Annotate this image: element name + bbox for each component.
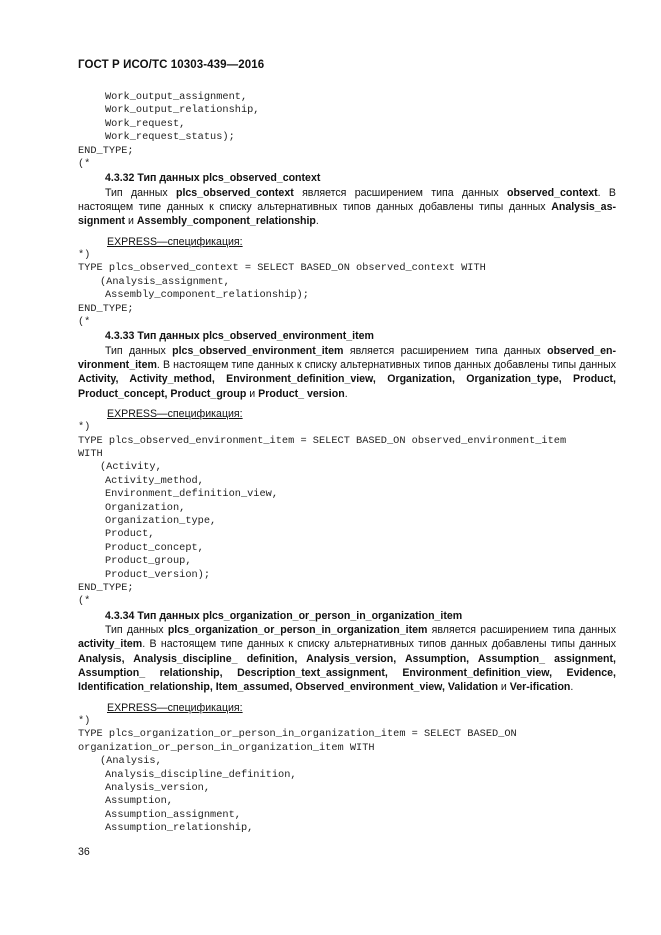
- para-text: . В настоящем типе данных к списку альтернативных типов данных добавлены типы данных: [78, 186, 616, 214]
- code-line: Work_output_assignment,: [105, 91, 248, 103]
- para-text: .: [570, 681, 574, 694]
- document-header: ГОСТ Р ИСО/ТС 10303-439—2016: [78, 59, 265, 71]
- code-type-line: WITH: [78, 447, 103, 460]
- para-text: .: [344, 387, 348, 400]
- code-line: Organization,: [105, 501, 186, 514]
- code-comment-close: *): [78, 248, 91, 261]
- code-line: Organization_type,: [105, 514, 217, 527]
- page-content: [78, 91, 616, 836]
- code-comment-close: *): [78, 421, 91, 434]
- code-line: Analysis_discipline_definition,: [105, 768, 297, 781]
- code-line: Product,: [105, 528, 155, 541]
- code-line: (Activity,: [100, 461, 162, 474]
- code-line: Product_version);: [105, 568, 211, 581]
- code-line: Assumption_relationship,: [105, 822, 254, 835]
- code-line: Environment_definition_view,: [105, 488, 279, 501]
- section-4-3-33: [78, 329, 616, 608]
- section-paragraph: [78, 623, 616, 694]
- code-line: Work_request_status);: [105, 131, 235, 144]
- para-bold: Activity, Activity_method, Environment_definition_view, Organization, Organization_type, Product, Product_concept, Product_group: [78, 373, 616, 400]
- para-text: является расширением типа данных: [293, 186, 507, 199]
- section-heading: 4.3.33 Тип данных plcs_observed_environment_item: [105, 330, 374, 343]
- section-paragraph: [78, 186, 616, 229]
- page-number: 36: [78, 846, 90, 858]
- code-line: Assembly_component_relationship);: [105, 289, 309, 302]
- section-4-3-32: [78, 171, 616, 329]
- para-bold: plcs_observed_context: [175, 186, 294, 199]
- para-bold: Analysis, Analysis_discipline_ definition, Analysis_version, Assumption, Assumption_ assignment, Assumption_ relationship, Description_text_assignment, Environment_definition_view, Evidence, Identification_relationship, Item_assumed, Observed_environment_view, Validation: [78, 652, 616, 694]
- code-line: Analysis_version,: [105, 781, 211, 794]
- para-text: и: [246, 387, 259, 400]
- para-bold: plcs_observed_environment_item: [172, 344, 344, 357]
- para-bold: observed_en-vironment_item: [78, 344, 616, 371]
- para-text: является расширением типа данных: [427, 624, 616, 637]
- code-comment-close: *): [78, 714, 91, 727]
- code-type-line: TYPE plcs_observed_environment_item = SELECT BASED_ON observed_environment_item: [78, 434, 567, 447]
- section-heading: 4.3.34 Тип данных plcs_organization_or_person_in_organization_item: [105, 609, 463, 622]
- code-line: Work_request,: [105, 117, 186, 130]
- code-end-type: END_TYPE;: [78, 302, 134, 315]
- code-type-line: TYPE plcs_organization_or_person_in_organization_item = SELECT BASED_ON: [78, 728, 517, 741]
- code-block-continuation: [78, 91, 616, 171]
- code-comment-open: (*: [78, 595, 91, 608]
- code-end-type: END_TYPE;: [78, 582, 134, 595]
- para-text: Тип данных: [105, 624, 168, 637]
- code-type-line: TYPE plcs_observed_context = SELECT BASED_ON observed_context WITH: [78, 262, 486, 275]
- para-text: Тип данных: [105, 186, 176, 199]
- para-text: и: [497, 681, 510, 694]
- express-spec-label: [78, 407, 616, 421]
- code-line: Product_concept,: [105, 541, 204, 554]
- code-end-type: END_TYPE;: [78, 144, 134, 157]
- code-comment-open: (*: [78, 315, 91, 328]
- express-spec-label: [78, 701, 616, 715]
- code-type-line: organization_or_person_in_organization_item WITH: [78, 741, 375, 754]
- para-text: Тип данных: [105, 344, 173, 357]
- para-bold: plcs_organization_or_person_in_organization_item: [167, 624, 428, 637]
- section-paragraph: [78, 344, 616, 401]
- para-text: является расширением типа данных: [343, 344, 548, 357]
- express-spec-label: [78, 235, 616, 249]
- para-bold: Ver-ification: [509, 681, 571, 694]
- code-line: (Analysis_assignment,: [100, 275, 230, 288]
- para-text: .: [315, 215, 319, 228]
- para-text: . В настоящем типе данных к списку альтернативных типов данных добавлены типы данных: [142, 638, 616, 651]
- section-4-3-34: [78, 609, 616, 836]
- para-bold: Assembly_component_relationship: [136, 215, 316, 228]
- code-line: (Analysis,: [100, 755, 162, 768]
- code-line: Assumption_assignment,: [105, 808, 241, 821]
- express-spec-text: EXPRESS—спецификация:: [107, 407, 243, 420]
- code-comment-open: (*: [78, 158, 91, 171]
- code-line: Work_output_relationship,: [105, 104, 260, 117]
- para-bold: activity_item: [78, 638, 143, 651]
- code-line: Assumption,: [105, 795, 173, 808]
- para-bold: Product_ version: [258, 387, 345, 400]
- express-spec-text: EXPRESS—спецификация:: [107, 235, 243, 248]
- code-line: Activity_method,: [105, 474, 204, 487]
- para-bold: observed_context: [507, 186, 598, 199]
- para-text: и: [125, 215, 137, 228]
- para-text: . В настоящем типе данных к списку альтернативных типов данных добавлены типы данных: [156, 358, 616, 371]
- code-line: Product_group,: [105, 555, 192, 568]
- express-spec-text: EXPRESS—спецификация:: [107, 701, 243, 714]
- section-heading: 4.3.32 Тип данных plcs_observed_context: [105, 172, 321, 185]
- para-bold: Analysis_as-signment: [78, 201, 616, 228]
